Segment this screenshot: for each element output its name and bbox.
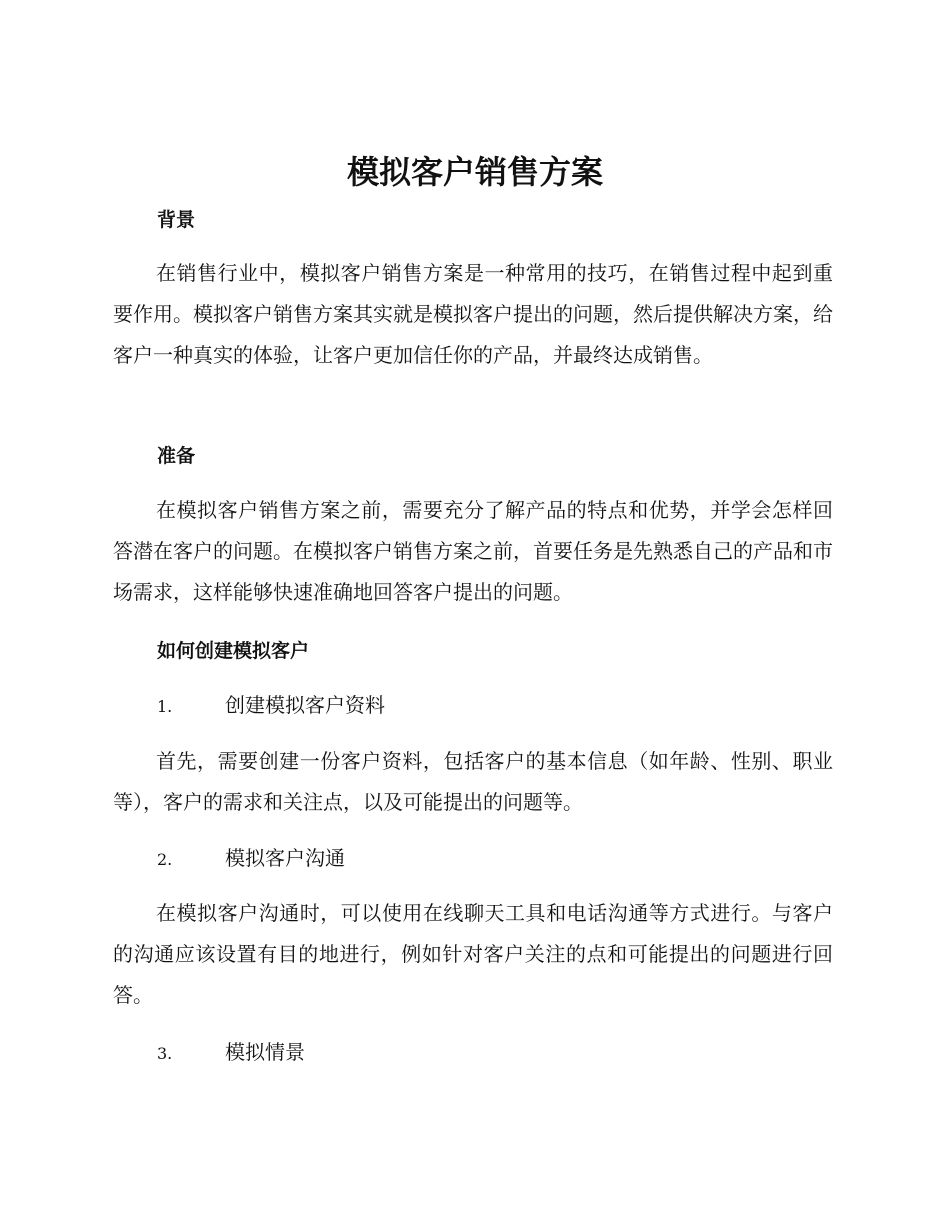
list-item-label: 模拟客户沟通 (225, 846, 345, 870)
section-heading-how-to: 如何创建模拟客户 (157, 640, 310, 662)
list-item-number: 2. (157, 850, 173, 869)
section-heading-background: 背景 (157, 209, 196, 231)
list-item-number: 1. (157, 697, 173, 716)
list-item-1 (157, 690, 385, 722)
list-item-label: 创建模拟客户资料 (225, 693, 385, 717)
section-heading-preparation: 准备 (157, 445, 196, 467)
preparation-paragraph: 在模拟客户销售方案之前，需要充分了解产品的特点和优势，并学会怎样回答潜在客户的问题。在模拟客户销售方案之前，首要任务是先熟悉自己的产品和市场需求，这样能够快速准确地回答客户提出的问题。 (113, 498, 833, 604)
list-item-number: 3. (157, 1044, 173, 1063)
list-item-2 (157, 843, 345, 875)
item-1-paragraph: 首先，需要创建一份客户资料，包括客户的基本信息（如年龄、性别、职业等），客户的需求和关注点，以及可能提出的问题等。 (113, 749, 833, 814)
list-item-3 (157, 1037, 305, 1069)
background-paragraph: 在销售行业中，模拟客户销售方案是一种常用的技巧，在销售过程中起到重要作用。模拟客户销售方案其实就是模拟客户提出的问题，然后提供解决方案，给客户一种真实的体验，让客户更加信任你的产品，并最终达成销售。 (113, 261, 833, 367)
document-title: 模拟客户销售方案 (346, 153, 603, 191)
list-item-label: 模拟情景 (225, 1040, 305, 1064)
item-2-paragraph: 在模拟客户沟通时，可以使用在线聊天工具和电话沟通等方式进行。与客户的沟通应该设置有目的地进行，例如针对客户关注的点和可能提出的问题进行回答。 (113, 901, 833, 1007)
